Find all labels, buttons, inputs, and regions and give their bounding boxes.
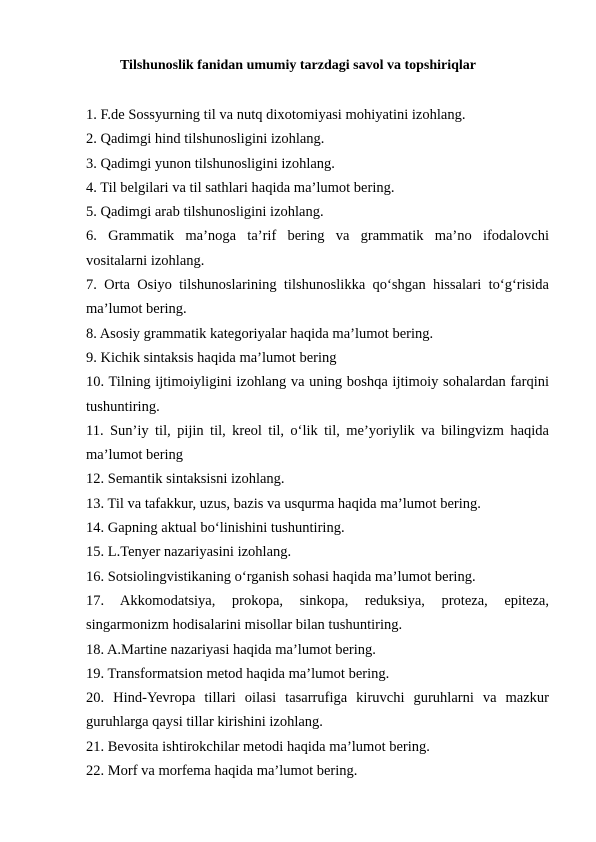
question-item: 1. F.de Sossyurning til va nutq dixotomiyasi mohiyatini izohlang. [86, 107, 466, 123]
question-item: 11. Sun’iy til, pijin til, kreol til, o‘lik til, me’yoriylik va bilingvizm haqida ma’lumot bering [86, 422, 549, 464]
question-item: 9. Kichik sintaksis haqida ma’lumot bering [86, 349, 337, 366]
question-item: 21. Bevosita ishtirokchilar metodi haqida ma’lumot bering. [86, 738, 430, 755]
question-item: 22. Morf va morfema haqida ma’lumot bering. [86, 763, 358, 780]
question-item: 16. Sotsiolingvistikaning o‘rganish sohasi haqida ma’lumot bering. [86, 568, 476, 585]
question-item: 2. Qadimgi hind tilshunosligini izohlang. [86, 131, 325, 148]
question-item: 10. Tilning ijtimoiyligini izohlang va uning boshqa ijtimoiy sohalardan farqini tushuntiring. [86, 374, 549, 415]
question-item: 3. Qadimgi yunon tilshunosligini izohlang. [86, 155, 335, 172]
question-list [86, 103, 549, 783]
question-item: 18. A.Martine nazariyasi haqida ma’lumot bering. [86, 641, 376, 658]
question-item: 20. Hind-Yevropa tillari oilasi tasarrufiga kiruvchi guruhlarni va mazkur guruhlarga qaysi tillar kirishini izohlang. [86, 690, 549, 731]
question-item: 19. Transformatsion metod haqida ma’lumot bering. [86, 665, 390, 682]
question-item: 5. Qadimgi arab tilshunosligini izohlang. [86, 204, 324, 221]
question-item: 6. Grammatik ma’noga ta’rif bering va grammatik ma’no ifodalovchi vositalarni izohlang. [86, 228, 549, 269]
question-item: 7. Orta Osiyo tilshunoslarining tilshunoslikka qo‘shgan hissalari to‘g‘risida ma’lumot bering. [86, 277, 549, 318]
question-item: 17. Akkomodatsiya, prokopa, sinkopa, reduksiya, proteza, epiteza, singarmonizm hodisalarini misollar bilan tushuntiring. [86, 592, 549, 634]
question-item: 14. Gapning aktual bo‘linishini tushuntiring. [86, 520, 345, 537]
document-title: Tilshunoslik fanidan umumiy tarzdagi savol va topshiriqlar [119, 58, 477, 73]
question-item: 8. Asosiy grammatik kategoriyalar haqida ma’lumot bering. [86, 325, 434, 342]
question-item: 15. L.Tenyer nazariyasini izohlang. [86, 544, 292, 561]
question-item: 4. Til belgilari va til sathlari haqida ma’lumot bering. [86, 179, 395, 196]
question-item: 12. Semantik sintaksisni izohlang. [86, 471, 285, 488]
question-item: 13. Til va tafakkur, uzus, bazis va usqurma haqida ma’lumot bering. [86, 495, 481, 512]
